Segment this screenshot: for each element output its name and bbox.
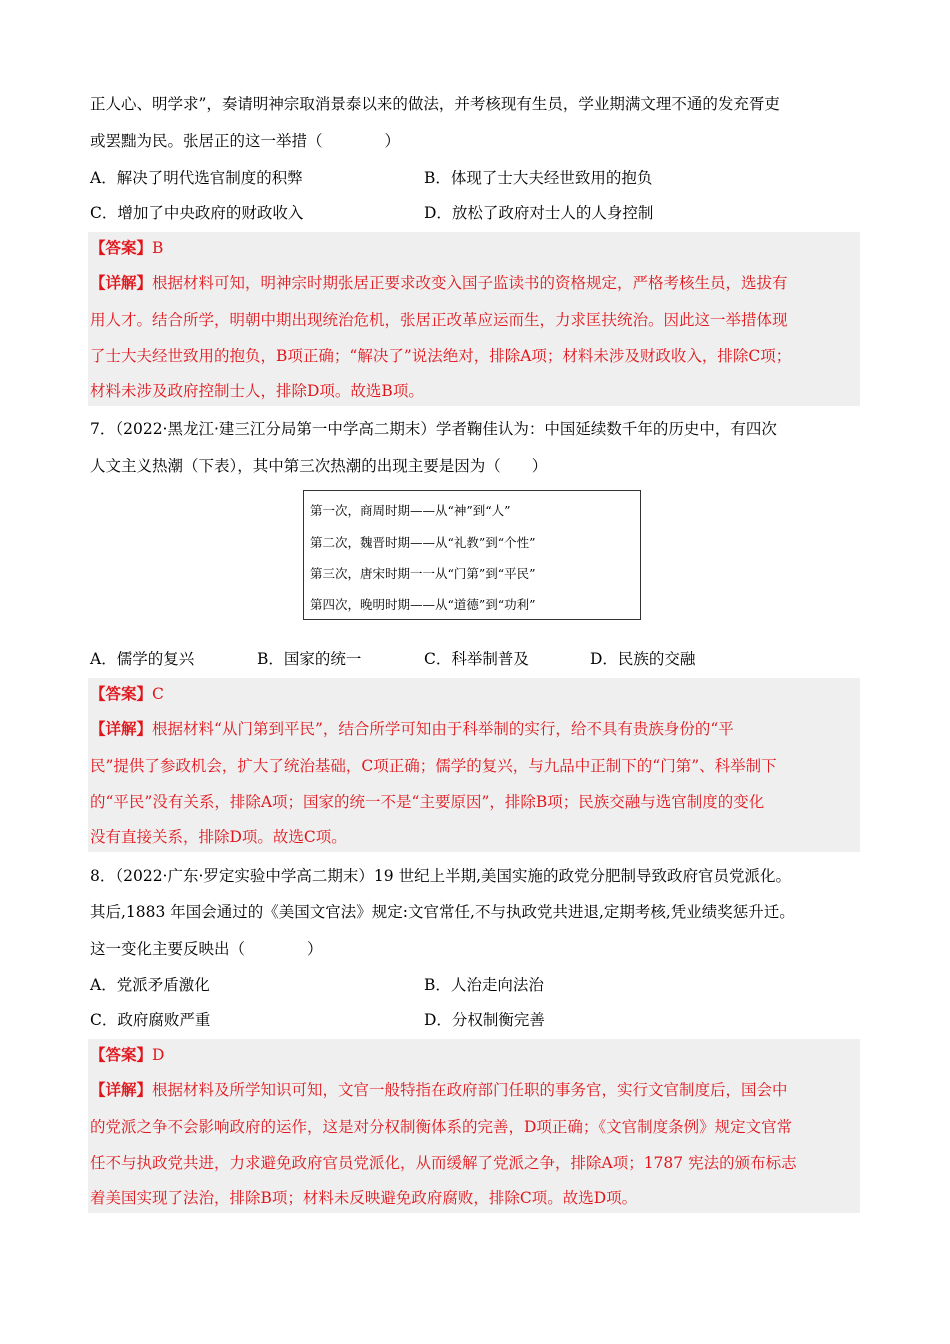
q7-option-c: C．科举制普及 [424,650,529,668]
answer-tag: 【答案】 [90,1045,153,1064]
answer-value: B [152,239,164,257]
q7-stem-line-2: 人文主义热潮（下表），其中第三次热潮的出现主要是因为（ ） [90,457,548,475]
q7-answer [90,684,164,704]
q6-detail-line-1 [90,273,788,293]
answer-tag: 【答案】 [90,238,153,257]
q7-table-row: 第一次，商周时期——从“神”到“人” [310,503,511,518]
detail-text: 根据材料及所学知识可知，文官一般特指在政府部门任职的事务官，实行文官制度后，国会中 [152,1081,788,1099]
q6-option-b: B．体现了士大夫经世致用的抱负 [424,169,653,187]
q8-option-a: A．党派矛盾激化 [90,976,210,994]
q6-detail-line-2: 用人才。结合所学，明朝中期出现统治危机，张居正改革应运而生，力求匡扶统治。因此这一举措体现 [90,311,788,329]
q6-option-d: D．放松了政府对士人的人身控制 [424,204,654,222]
q7-option-a: A．儒学的复兴 [90,650,195,668]
q6-stem-line-2: 或罢黜为民。张居正的这一举措（ ） [90,132,401,150]
q8-detail-line-4: 着美国实现了法治，排除B项；材料未反映避免政府腐败，排除C项。故选D项。 [90,1189,638,1207]
q8-stem-line-2: 其后,1883 年国会通过的《美国文官法》规定:文官常任,不与执政党共进退,定期考核,凭业绩奖惩升迁。 [90,903,795,921]
detail-tag: 【详解】 [90,719,153,738]
q8-detail-line-3: 任不与执政党共进，力求避免政府官员党派化，从而缓解了党派之争，排除A项；1787 宪法的颁布标志 [90,1154,797,1172]
q8-stem-line-1: 8．（2022·广东·罗定实验中学高二期末）19 世纪上半期,美国实施的政党分肥制导致政府官员党派化。 [90,867,791,885]
q7-table-row: 第二次，魏晋时期——从“礼教”到“个性” [310,535,536,550]
detail-tag: 【详解】 [90,273,153,292]
q7-detail-line-4: 没有直接关系，排除D项。故选C项。 [90,828,347,846]
q8-option-b: B．人治走向法治 [424,976,544,994]
q7-detail-line-1 [90,719,734,739]
q6-stem-line-1: 正人心、明学求”，奏请明神宗取消景泰以来的做法，并考核现有生员，学业期满文理不通的发充胥吏 [90,95,780,113]
q8-detail-line-2: 的党派之争不会影响政府的运作，这是对分权制衡体系的完善，D项正确；《文官制度条例》规定文官常 [90,1118,793,1136]
answer-value: C [152,685,164,703]
q7-detail-line-2: 民”提供了参政机会，扩大了统治基础，C项正确；儒学的复兴，与九品中正制下的“门第”、科举制下 [90,757,777,775]
q7-detail-line-3: 的“平民”没有关系，排除A项；国家的统一不是“主要原因”，排除B项；民族交融与选官制度的变化 [90,793,765,811]
q8-option-c: C．政府腐败严重 [90,1011,211,1029]
answer-value: D [152,1046,165,1064]
q7-option-d: D．民族的交融 [590,650,696,668]
detail-tag: 【详解】 [90,1080,153,1099]
q8-detail-line-1 [90,1080,788,1100]
q7-table [303,490,641,620]
q6-detail-line-3: 了士大夫经世致用的抱负，B项正确；“解决了”说法绝对，排除A项；材料未涉及财政收入，排除C项； [90,347,792,365]
q7-option-b: B．国家的统一 [257,650,362,668]
detail-text: 根据材料可知，明神宗时期张居正要求改变入国子监读书的资格规定，严格考核生员，选拔有 [152,274,788,292]
q6-option-a: A．解决了明代选官制度的积弊 [90,169,303,187]
q7-stem-line-1: 7．（2022·黑龙江·建三江分局第一中学高二期末）学者鞠佳认为：中国延续数千年的历史中，有四次 [90,420,777,438]
detail-text: 根据材料“从门第到平民”，结合所学可知由于科举制的实行，给不具有贵族身份的“平 [152,720,734,738]
q7-table-row: 第三次，唐宋时期一一从“门第”到“平民” [310,566,536,581]
q6-answer [90,238,163,258]
q6-detail-line-4: 材料未涉及政府控制士人，排除D项。故选B项。 [90,382,424,400]
answer-tag: 【答案】 [90,684,153,703]
q7-table-row: 第四次，晚明时期——从“道德”到“功利” [310,597,536,612]
q6-option-c: C．增加了中央政府的财政收入 [90,204,304,222]
q8-stem-line-3: 这一变化主要反映出（ ） [90,940,323,958]
q8-option-d: D．分权制衡完善 [424,1011,545,1029]
q8-answer [90,1045,164,1065]
